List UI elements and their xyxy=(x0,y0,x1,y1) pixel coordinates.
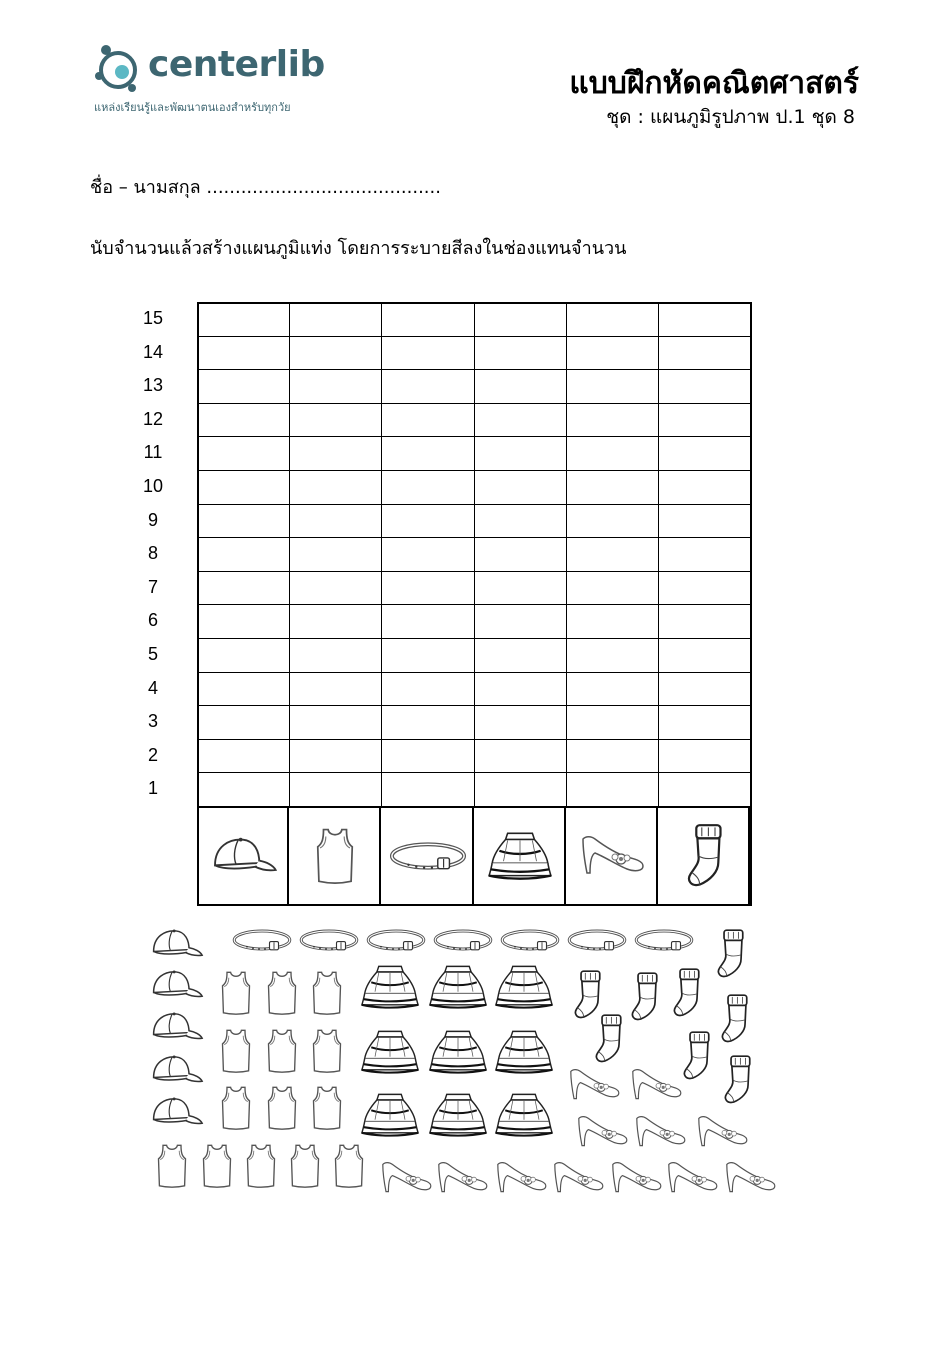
cap-icon xyxy=(148,966,204,1004)
bar-cell[interactable] xyxy=(474,672,567,707)
cap-icon xyxy=(148,1093,204,1131)
heel-icon xyxy=(664,1159,720,1197)
brand-tagline: แหล่งเรียนรู้และพัฒนาตนเองสำหรับทุกวัย xyxy=(94,101,291,114)
bar-cell[interactable] xyxy=(474,403,567,438)
heel-icon xyxy=(574,1113,630,1151)
sock-icon xyxy=(682,822,726,890)
tank-icon xyxy=(309,1026,345,1076)
bar-cell[interactable] xyxy=(289,504,382,539)
bar-cell[interactable] xyxy=(289,537,382,572)
bar-cell[interactable] xyxy=(197,739,290,774)
bar-cell[interactable] xyxy=(381,436,474,471)
y-tick-label: 6 xyxy=(147,610,158,631)
sock-icon xyxy=(669,964,703,1022)
cap-icon xyxy=(148,1008,204,1046)
y-tick-label: 10 xyxy=(142,476,164,496)
bar-cell[interactable] xyxy=(658,403,751,438)
bar-cell[interactable] xyxy=(197,302,290,337)
belt-icon xyxy=(433,926,493,954)
bar-cell[interactable] xyxy=(197,369,290,404)
tank-icon xyxy=(199,1140,235,1192)
tank-icon xyxy=(264,1026,300,1076)
tank-icon xyxy=(218,1026,254,1076)
bar-cell[interactable] xyxy=(474,302,567,337)
skirt-icon xyxy=(360,1027,420,1077)
tank-icon xyxy=(309,1083,345,1133)
belt-icon xyxy=(389,838,467,874)
bar-cell[interactable] xyxy=(197,705,290,740)
bar-cell[interactable] xyxy=(658,638,751,673)
bar-cell[interactable] xyxy=(658,672,751,707)
bar-cell[interactable] xyxy=(197,470,290,505)
belt-icon xyxy=(299,926,359,954)
belt-icon xyxy=(500,926,560,954)
bar-cell[interactable] xyxy=(197,436,290,471)
bar-cell[interactable] xyxy=(289,302,382,337)
bar-cell[interactable] xyxy=(566,571,659,606)
bar-cell[interactable] xyxy=(658,537,751,572)
belt-icon xyxy=(232,926,292,954)
skirt-icon xyxy=(494,1090,554,1140)
bar-cell[interactable] xyxy=(381,705,474,740)
tank-icon xyxy=(218,1083,254,1133)
bar-cell[interactable] xyxy=(289,672,382,707)
sock-icon xyxy=(713,925,747,983)
bar-cell[interactable] xyxy=(197,571,290,606)
tank-icon xyxy=(264,968,300,1018)
bar-cell[interactable] xyxy=(197,537,290,572)
bar-cell[interactable] xyxy=(658,369,751,404)
heel-icon xyxy=(694,1113,750,1151)
heel-icon xyxy=(722,1159,778,1197)
heel-icon xyxy=(566,1066,622,1104)
bar-cell[interactable] xyxy=(658,436,751,471)
bar-cell[interactable] xyxy=(197,638,290,673)
heel-icon xyxy=(493,1159,549,1197)
skirt-icon xyxy=(494,962,554,1012)
bar-cell[interactable] xyxy=(474,504,567,539)
centerlib-logo-icon xyxy=(92,42,148,98)
bar-cell[interactable] xyxy=(474,638,567,673)
y-tick-label: 14 xyxy=(142,341,164,362)
bar-cell[interactable] xyxy=(658,504,751,539)
y-tick-label: 11 xyxy=(143,442,163,463)
heel-icon xyxy=(632,1113,688,1151)
bar-cell[interactable] xyxy=(474,537,567,572)
bar-cell[interactable] xyxy=(658,705,751,740)
bar-cell[interactable] xyxy=(381,504,474,539)
page-subtitle: ชุด : แผนภูมิรูปภาพ ป.1 ชุด 8 xyxy=(606,106,855,128)
bar-cell[interactable] xyxy=(566,739,659,774)
bar-cell[interactable] xyxy=(566,336,659,371)
bar-cell[interactable] xyxy=(289,772,382,807)
bar-cell[interactable] xyxy=(658,571,751,606)
skirt-icon xyxy=(428,962,488,1012)
tank-top-icon xyxy=(312,827,358,885)
belt-icon xyxy=(567,926,627,954)
y-tick-label: 5 xyxy=(147,644,158,664)
sock-icon xyxy=(627,968,661,1026)
cap-icon xyxy=(208,832,278,880)
y-tick-label: 2 xyxy=(147,744,158,765)
bar-cell[interactable] xyxy=(658,302,751,337)
bar-cell[interactable] xyxy=(658,772,751,807)
y-tick-label: 8 xyxy=(147,543,158,564)
bar-cell[interactable] xyxy=(474,470,567,505)
bar-cell[interactable] xyxy=(197,604,290,639)
y-tick-label: 1 xyxy=(147,778,158,799)
bar-cell[interactable] xyxy=(289,470,382,505)
bar-cell[interactable] xyxy=(566,403,659,438)
tank-icon xyxy=(331,1140,367,1192)
skirt-icon xyxy=(494,1027,554,1077)
tank-icon xyxy=(309,968,345,1018)
bar-cell[interactable] xyxy=(658,470,751,505)
tank-icon xyxy=(264,1083,300,1133)
sock-icon xyxy=(720,1051,754,1109)
tank-icon xyxy=(243,1140,279,1192)
bar-cell[interactable] xyxy=(381,369,474,404)
bar-cell[interactable] xyxy=(289,336,382,371)
student-name-field[interactable]: ชื่อ – นามสกุล ......................................... xyxy=(90,177,441,198)
y-tick-label: 13 xyxy=(142,375,164,396)
bar-cell[interactable] xyxy=(381,336,474,371)
page-title: แบบฝึกหัดคณิตศาสตร์ xyxy=(569,66,859,101)
bar-cell[interactable] xyxy=(289,403,382,438)
skirt-icon xyxy=(428,1027,488,1077)
bar-cell[interactable] xyxy=(197,336,290,371)
bar-cell[interactable] xyxy=(566,504,659,539)
bar-cell[interactable] xyxy=(566,470,659,505)
skirt-icon xyxy=(360,1090,420,1140)
sock-icon xyxy=(679,1027,713,1085)
bar-cell[interactable] xyxy=(381,638,474,673)
y-tick-label: 3 xyxy=(147,711,158,732)
bar-cell[interactable] xyxy=(474,336,567,371)
bar-cell[interactable] xyxy=(289,604,382,639)
skirt-icon xyxy=(487,830,553,882)
bar-cell[interactable] xyxy=(566,772,659,807)
bar-cell[interactable] xyxy=(474,369,567,404)
heel-icon xyxy=(628,1066,684,1104)
bar-cell[interactable] xyxy=(566,436,659,471)
bar-cell[interactable] xyxy=(381,537,474,572)
bar-cell[interactable] xyxy=(381,739,474,774)
cap-icon xyxy=(148,1051,204,1089)
bar-cell[interactable] xyxy=(197,772,290,807)
y-tick-label: 9 xyxy=(147,509,158,530)
y-tick-label: 7 xyxy=(147,576,158,597)
bar-cell[interactable] xyxy=(474,604,567,639)
bar-cell[interactable] xyxy=(289,436,382,471)
bar-cell[interactable] xyxy=(658,604,751,639)
bar-cell[interactable] xyxy=(289,739,382,774)
bar-cell[interactable] xyxy=(381,470,474,505)
brand-name: centerlib xyxy=(148,44,325,85)
bar-cell[interactable] xyxy=(381,672,474,707)
sock-icon xyxy=(591,1010,625,1068)
bar-cell[interactable] xyxy=(474,772,567,807)
bar-cell[interactable] xyxy=(197,403,290,438)
high-heel-icon xyxy=(577,833,647,879)
bar-cell[interactable] xyxy=(381,604,474,639)
cap-icon xyxy=(148,925,204,963)
bar-cell[interactable] xyxy=(474,571,567,606)
bar-cell[interactable] xyxy=(289,638,382,673)
brand-logo xyxy=(92,42,352,116)
bar-cell[interactable] xyxy=(381,302,474,337)
tank-icon xyxy=(287,1140,323,1192)
bar-cell[interactable] xyxy=(197,672,290,707)
bar-cell[interactable] xyxy=(566,638,659,673)
heel-icon xyxy=(378,1159,434,1197)
y-tick-label: 15 xyxy=(142,308,164,328)
tank-icon xyxy=(154,1140,190,1192)
heel-icon xyxy=(550,1159,606,1197)
heel-icon xyxy=(608,1159,664,1197)
bar-cell[interactable] xyxy=(566,369,659,404)
bar-cell[interactable] xyxy=(381,772,474,807)
bar-cell[interactable] xyxy=(289,369,382,404)
bar-cell[interactable] xyxy=(197,504,290,539)
bar-cell[interactable] xyxy=(474,436,567,471)
instruction-text: นับจำนวนแล้วสร้างแผนภูมิแท่ง โดยการระบายสีลงในช่องแทนจำนวน xyxy=(90,238,627,259)
belt-icon xyxy=(634,926,694,954)
sock-icon xyxy=(717,990,751,1048)
bar-cell[interactable] xyxy=(289,571,382,606)
skirt-icon xyxy=(360,962,420,1012)
bar-cell[interactable] xyxy=(566,705,659,740)
bar-cell[interactable] xyxy=(381,571,474,606)
bar-cell[interactable] xyxy=(566,604,659,639)
bar-cell[interactable] xyxy=(474,739,567,774)
bar-cell[interactable] xyxy=(658,739,751,774)
bar-cell[interactable] xyxy=(658,336,751,371)
y-tick-label: 12 xyxy=(142,408,164,429)
skirt-icon xyxy=(428,1090,488,1140)
bar-cell[interactable] xyxy=(566,672,659,707)
bar-cell[interactable] xyxy=(289,705,382,740)
belt-icon xyxy=(366,926,426,954)
bar-cell[interactable] xyxy=(474,705,567,740)
bar-cell[interactable] xyxy=(566,537,659,572)
bar-cell[interactable] xyxy=(566,302,659,337)
heel-icon xyxy=(434,1159,490,1197)
bar-cell[interactable] xyxy=(381,403,474,438)
y-tick-label: 4 xyxy=(147,677,158,698)
tank-icon xyxy=(218,968,254,1018)
